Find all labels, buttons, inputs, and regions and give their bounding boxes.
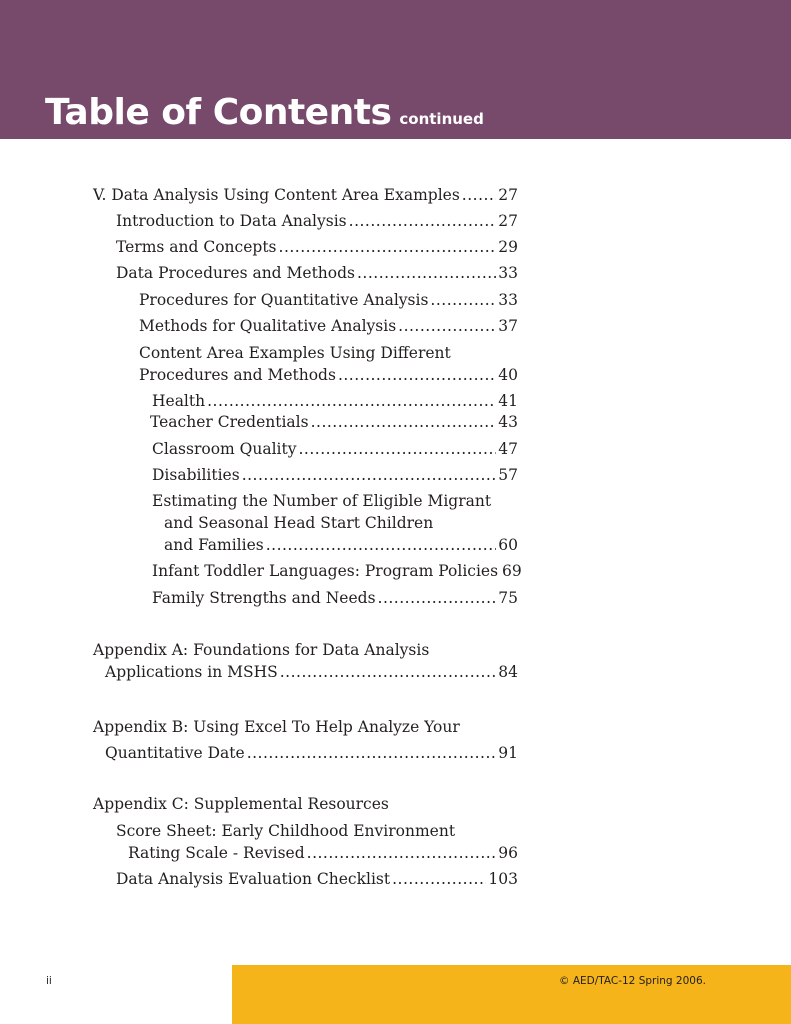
- toc-label: Methods for Qualitative Analysis: [139, 317, 397, 335]
- toc-page: 37: [498, 317, 518, 335]
- toc-entry-section-v[interactable]: [93, 184, 518, 206]
- toc-page: 47: [498, 440, 518, 458]
- toc-entry-classroom[interactable]: [152, 438, 518, 460]
- title-text: Table of Contents: [45, 92, 392, 133]
- toc-label: Disabilities: [152, 466, 240, 484]
- toc-label-line1: Content Area Examples Using Different: [139, 344, 451, 362]
- toc-page: 29: [498, 238, 518, 256]
- toc-page: 27: [498, 212, 518, 230]
- toc-label: V. Data Analysis Using Content Area Examples: [93, 186, 460, 204]
- toc-page: 69: [502, 562, 522, 580]
- toc-label: Appendix C: Supplemental Resources: [93, 795, 389, 813]
- footer-bar: [232, 965, 791, 1024]
- toc-entry-terms[interactable]: [116, 236, 518, 258]
- toc-label: Teacher Credentials: [150, 413, 309, 431]
- toc-page: 41: [498, 392, 518, 410]
- title-continued: continued: [399, 110, 484, 128]
- toc-entry-score-sheet[interactable]: [116, 820, 518, 864]
- toc-label: Procedures for Quantitative Analysis: [139, 291, 429, 309]
- toc-page: 96: [498, 844, 518, 862]
- toc-label-line1: Estimating the Number of Eligible Migrant: [152, 492, 492, 510]
- toc-label: Family Strengths and Needs: [152, 589, 376, 607]
- toc-label: Terms and Concepts: [116, 238, 277, 256]
- toc-page: 75: [498, 589, 518, 607]
- toc-label-line2: Quantitative Date: [105, 744, 245, 762]
- toc-label-line2: Applications in MSHS: [105, 663, 278, 681]
- toc-entry-procedures[interactable]: [116, 262, 518, 284]
- toc-page: 57: [498, 466, 518, 484]
- toc-label-line2: Procedures and Methods: [139, 366, 336, 384]
- toc-entry-qualitative[interactable]: [139, 315, 518, 337]
- footer-copyright: © AED/TAC-12 Spring 2006.: [559, 975, 706, 987]
- toc-label: Data Analysis Evaluation Checklist: [116, 870, 391, 888]
- toc-entry-quantitative[interactable]: [139, 289, 518, 311]
- toc-label-line1: Appendix B: Using Excel To Help Analyze Your: [93, 718, 460, 736]
- toc-page: 33: [498, 291, 518, 309]
- toc-label-line1: Score Sheet: Early Childhood Environment: [116, 822, 456, 840]
- toc-page: 84: [498, 663, 518, 681]
- toc-page: 60: [498, 536, 518, 554]
- toc-page: 27: [498, 186, 518, 204]
- page-number: ii: [46, 975, 52, 987]
- toc-entry-checklist[interactable]: [116, 868, 518, 890]
- toc-entry-teacher[interactable]: [150, 411, 518, 433]
- toc-page: 43: [498, 413, 518, 431]
- toc-label: Introduction to Data Analysis: [116, 212, 347, 230]
- toc-entry-intro[interactable]: [116, 210, 518, 232]
- toc-label-line2: and Seasonal Head Start Children: [164, 514, 434, 532]
- toc-entry-health[interactable]: [152, 390, 518, 412]
- toc-entry-estimating[interactable]: [152, 490, 518, 556]
- toc-entry-content-examples[interactable]: [139, 342, 518, 386]
- toc-label-line3: and Families: [164, 536, 264, 554]
- toc-entry-appendix-c[interactable]: [93, 793, 518, 815]
- toc-label: Classroom Quality: [152, 440, 297, 458]
- toc-page: 40: [498, 366, 518, 384]
- toc-page: 33: [498, 264, 518, 282]
- toc-entry-appendix-b[interactable]: [93, 714, 518, 766]
- toc-entry-infant[interactable]: [152, 560, 522, 582]
- toc-entry-disabilities[interactable]: [152, 464, 518, 486]
- toc-label: Infant Toddler Languages: Program Policies: [152, 562, 499, 580]
- toc-label: Health: [152, 392, 206, 410]
- toc-page: 91: [498, 744, 518, 762]
- toc-page: 103: [488, 870, 518, 888]
- toc-label-line2: Rating Scale - Revised: [128, 844, 305, 862]
- toc-entry-family[interactable]: [152, 587, 518, 609]
- toc-label: Data Procedures and Methods: [116, 264, 355, 282]
- toc-entry-appendix-a[interactable]: [93, 639, 518, 683]
- toc-label-line1: Appendix A: Foundations for Data Analysis: [93, 641, 430, 659]
